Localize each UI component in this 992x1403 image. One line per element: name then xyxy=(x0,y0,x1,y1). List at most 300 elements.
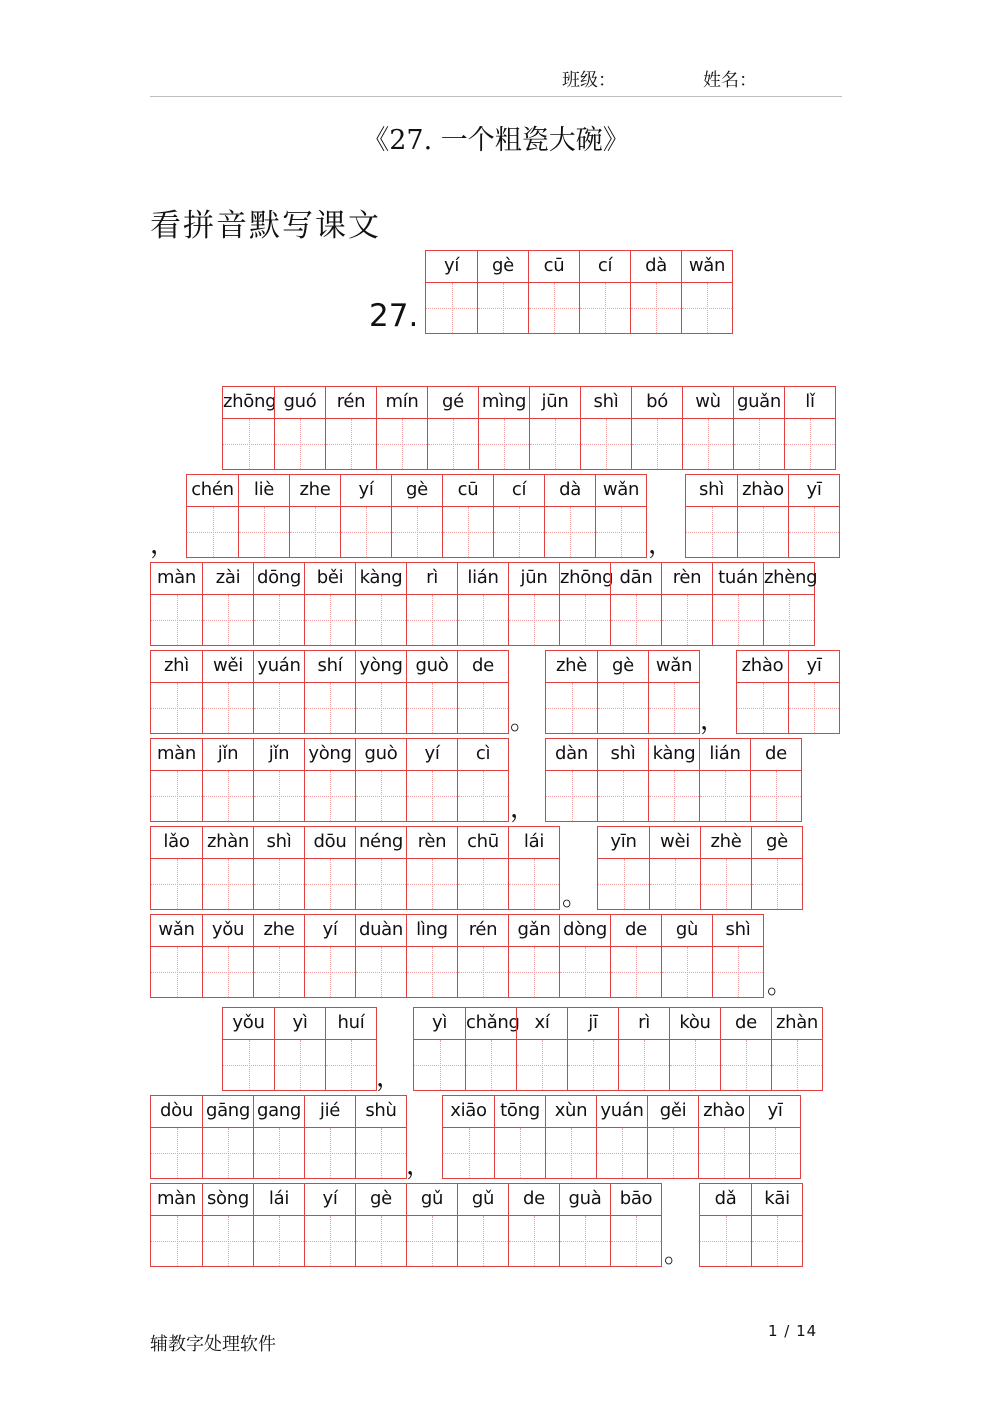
character-cell[interactable] xyxy=(546,739,597,821)
pinyin-label: wèi xyxy=(650,827,700,859)
character-cell[interactable] xyxy=(596,1096,647,1178)
pinyin-label: cì xyxy=(458,739,508,771)
writing-box[interactable] xyxy=(458,1216,508,1266)
writing-box[interactable] xyxy=(683,419,733,469)
writing-box[interactable] xyxy=(682,283,732,333)
pinyin-group-13 xyxy=(150,914,764,998)
character-cell[interactable] xyxy=(682,387,733,469)
character-cell[interactable] xyxy=(788,475,839,557)
writing-box[interactable] xyxy=(764,595,814,645)
character-cell[interactable] xyxy=(686,475,737,557)
pinyin-label: xùn xyxy=(546,1096,596,1128)
character-cell[interactable] xyxy=(304,915,355,997)
character-cell[interactable] xyxy=(202,739,253,821)
character-cell[interactable] xyxy=(579,251,630,333)
writing-box[interactable] xyxy=(611,595,661,645)
character-cell[interactable] xyxy=(788,651,839,733)
character-cell[interactable] xyxy=(426,251,477,333)
writing-box[interactable] xyxy=(598,771,648,821)
character-cell[interactable] xyxy=(406,827,457,909)
character-cell[interactable] xyxy=(712,563,763,645)
writing-box[interactable] xyxy=(254,771,304,821)
writing-box[interactable] xyxy=(275,1040,325,1090)
character-cell[interactable] xyxy=(414,1008,465,1090)
character-cell[interactable] xyxy=(304,651,355,733)
writing-box[interactable] xyxy=(203,683,253,733)
writing-box[interactable] xyxy=(223,419,274,469)
writing-box[interactable] xyxy=(686,507,737,557)
character-cell[interactable] xyxy=(355,827,406,909)
writing-box[interactable] xyxy=(305,947,355,997)
writing-box[interactable] xyxy=(546,771,597,821)
writing-box[interactable] xyxy=(737,683,788,733)
footer-software-name: 辅教字处理软件 xyxy=(150,1334,276,1355)
writing-box[interactable] xyxy=(494,507,544,557)
writing-box[interactable] xyxy=(560,595,610,645)
writing-box[interactable] xyxy=(750,1128,800,1178)
pinyin-label: gǔ xyxy=(458,1184,508,1216)
character-cell[interactable] xyxy=(559,563,614,645)
character-cell[interactable] xyxy=(304,1096,355,1178)
writing-box[interactable] xyxy=(254,1216,304,1266)
writing-box[interactable] xyxy=(239,507,289,557)
character-cell[interactable] xyxy=(151,563,202,645)
character-cell[interactable] xyxy=(700,1184,751,1266)
character-cell[interactable] xyxy=(751,827,802,909)
writing-box[interactable] xyxy=(356,683,406,733)
writing-box[interactable] xyxy=(738,507,788,557)
character-cell[interactable] xyxy=(325,387,376,469)
writing-box[interactable] xyxy=(458,947,508,997)
writing-box[interactable] xyxy=(326,419,376,469)
writing-box[interactable] xyxy=(529,283,579,333)
character-cell[interactable] xyxy=(618,1008,669,1090)
writing-box[interactable] xyxy=(203,859,253,909)
writing-box[interactable] xyxy=(662,595,712,645)
writing-box[interactable] xyxy=(789,683,839,733)
writing-box[interactable] xyxy=(568,1040,618,1090)
pinyin-group-15 xyxy=(413,1007,823,1091)
character-cell[interactable] xyxy=(545,1096,596,1178)
character-cell[interactable] xyxy=(610,563,661,645)
writing-box[interactable] xyxy=(700,771,750,821)
pinyin-label: wǎn xyxy=(151,915,202,947)
writing-box[interactable] xyxy=(377,419,427,469)
writing-box[interactable] xyxy=(254,683,304,733)
writing-box[interactable] xyxy=(517,1040,567,1090)
writing-box[interactable] xyxy=(721,1040,771,1090)
lesson-number: 27. xyxy=(369,298,419,334)
character-cell[interactable] xyxy=(457,651,508,733)
writing-box[interactable] xyxy=(619,1040,669,1090)
writing-box[interactable] xyxy=(598,859,649,909)
writing-box[interactable] xyxy=(478,283,528,333)
pinyin-label: yuán xyxy=(254,651,304,683)
character-cell[interactable] xyxy=(151,827,202,909)
writing-box[interactable] xyxy=(305,1216,355,1266)
character-cell[interactable] xyxy=(355,1184,406,1266)
writing-box[interactable] xyxy=(254,859,304,909)
writing-box[interactable] xyxy=(560,1216,610,1266)
character-cell[interactable] xyxy=(253,915,304,997)
writing-box[interactable] xyxy=(203,947,253,997)
writing-box[interactable] xyxy=(545,507,595,557)
character-cell[interactable] xyxy=(202,827,253,909)
character-cell[interactable] xyxy=(355,651,406,733)
character-cell[interactable] xyxy=(737,651,788,733)
character-cell[interactable] xyxy=(630,251,681,333)
character-cell[interactable] xyxy=(631,387,682,469)
pinyin-group-1 xyxy=(425,250,733,334)
writing-box[interactable] xyxy=(254,1128,304,1178)
character-cell[interactable] xyxy=(751,1184,802,1266)
character-cell[interactable] xyxy=(442,475,493,557)
writing-box[interactable] xyxy=(356,1216,406,1266)
character-cell[interactable] xyxy=(457,739,508,821)
writing-box[interactable] xyxy=(509,947,559,997)
character-cell[interactable] xyxy=(151,1096,202,1178)
character-cell[interactable] xyxy=(493,475,544,557)
writing-box[interactable] xyxy=(611,947,661,997)
writing-box[interactable] xyxy=(254,947,304,997)
writing-box[interactable] xyxy=(407,683,457,733)
character-cell[interactable] xyxy=(648,739,699,821)
writing-box[interactable] xyxy=(509,1216,559,1266)
character-cell[interactable] xyxy=(661,915,712,997)
writing-box[interactable] xyxy=(789,507,839,557)
pinyin-group-6 xyxy=(150,650,509,734)
writing-box[interactable] xyxy=(407,1216,457,1266)
writing-box[interactable] xyxy=(203,595,253,645)
character-cell[interactable] xyxy=(151,915,202,997)
writing-box[interactable] xyxy=(151,947,202,997)
character-cell[interactable] xyxy=(681,251,732,333)
character-cell[interactable] xyxy=(406,563,457,645)
character-cell[interactable] xyxy=(304,563,355,645)
character-cell[interactable] xyxy=(597,651,648,733)
writing-box[interactable] xyxy=(407,859,457,909)
pinyin-label: rén xyxy=(326,387,376,419)
character-cell[interactable] xyxy=(597,739,648,821)
writing-box[interactable] xyxy=(187,507,238,557)
character-cell[interactable] xyxy=(700,827,751,909)
character-cell[interactable] xyxy=(733,387,784,469)
character-cell[interactable] xyxy=(546,651,597,733)
pinyin-label: yì xyxy=(275,1008,325,1040)
writing-box[interactable] xyxy=(458,859,508,909)
character-cell[interactable] xyxy=(649,827,700,909)
writing-box[interactable] xyxy=(458,771,508,821)
pinyin-label: tuán xyxy=(713,563,763,595)
writing-box[interactable] xyxy=(670,1040,720,1090)
writing-box[interactable] xyxy=(597,1128,647,1178)
character-cell[interactable] xyxy=(598,827,649,909)
character-cell[interactable] xyxy=(647,1096,698,1178)
writing-box[interactable] xyxy=(341,507,391,557)
pinyin-label: yī xyxy=(789,475,839,507)
pinyin-label: rén xyxy=(458,915,508,947)
character-cell[interactable] xyxy=(151,1184,202,1266)
character-cell[interactable] xyxy=(771,1008,822,1090)
character-cell[interactable] xyxy=(340,475,391,557)
writing-box[interactable] xyxy=(151,771,202,821)
character-cell[interactable] xyxy=(698,1096,749,1178)
writing-box[interactable] xyxy=(458,683,508,733)
writing-box[interactable] xyxy=(772,1040,822,1090)
writing-box[interactable] xyxy=(734,419,784,469)
character-cell[interactable] xyxy=(304,827,355,909)
writing-box[interactable] xyxy=(785,419,835,469)
writing-box[interactable] xyxy=(632,419,682,469)
character-cell[interactable] xyxy=(355,1096,406,1178)
character-cell[interactable] xyxy=(559,915,610,997)
writing-box[interactable] xyxy=(662,947,712,997)
character-cell[interactable] xyxy=(750,739,801,821)
writing-box[interactable] xyxy=(203,771,253,821)
writing-box[interactable] xyxy=(509,859,559,909)
pinyin-label: gāng xyxy=(203,1096,253,1128)
character-cell[interactable] xyxy=(304,1184,355,1266)
character-cell[interactable] xyxy=(274,387,325,469)
pinyin-label: shí xyxy=(305,651,355,683)
character-cell[interactable] xyxy=(355,563,406,645)
pinyin-label: gang xyxy=(254,1096,304,1128)
character-cell[interactable] xyxy=(202,1096,253,1178)
writing-box[interactable] xyxy=(151,1128,202,1178)
character-cell[interactable] xyxy=(457,827,508,909)
writing-box[interactable] xyxy=(407,947,457,997)
writing-box[interactable] xyxy=(151,859,202,909)
character-cell[interactable] xyxy=(477,251,528,333)
character-cell[interactable] xyxy=(567,1008,618,1090)
character-cell[interactable] xyxy=(544,475,595,557)
period-mark: 。 xyxy=(664,1239,691,1269)
writing-box[interactable] xyxy=(530,419,580,469)
pinyin-label: bāo xyxy=(611,1184,661,1216)
character-cell[interactable] xyxy=(253,739,304,821)
writing-box[interactable] xyxy=(426,283,477,333)
character-cell[interactable] xyxy=(151,651,202,733)
character-cell[interactable] xyxy=(720,1008,771,1090)
character-cell[interactable] xyxy=(253,651,304,733)
pinyin-label: kàng xyxy=(649,739,699,771)
pinyin-label: chū xyxy=(458,827,508,859)
writing-box[interactable] xyxy=(254,595,304,645)
character-cell[interactable] xyxy=(648,651,699,733)
character-cell[interactable] xyxy=(528,251,579,333)
character-cell[interactable] xyxy=(238,475,289,557)
character-cell[interactable] xyxy=(457,563,508,645)
character-cell[interactable] xyxy=(516,1008,567,1090)
writing-box[interactable] xyxy=(203,1216,253,1266)
writing-box[interactable] xyxy=(479,419,529,469)
writing-box[interactable] xyxy=(648,1128,698,1178)
writing-box[interactable] xyxy=(392,507,442,557)
character-cell[interactable] xyxy=(427,387,478,469)
character-cell[interactable] xyxy=(187,475,238,557)
writing-box[interactable] xyxy=(509,595,559,645)
writing-box[interactable] xyxy=(713,595,763,645)
pinyin-label: kāi xyxy=(752,1184,802,1216)
writing-box[interactable] xyxy=(356,1128,406,1178)
pinyin-label: màn xyxy=(151,739,202,771)
writing-box[interactable] xyxy=(203,1128,253,1178)
writing-box[interactable] xyxy=(223,1040,274,1090)
writing-box[interactable] xyxy=(326,1040,376,1090)
pinyin-label: dōu xyxy=(305,827,355,859)
writing-box[interactable] xyxy=(305,683,355,733)
pinyin-label: lái xyxy=(509,827,559,859)
pinyin-label: lǐ xyxy=(785,387,835,419)
writing-box[interactable] xyxy=(596,507,646,557)
writing-box[interactable] xyxy=(305,771,355,821)
character-cell[interactable] xyxy=(559,1184,610,1266)
writing-box[interactable] xyxy=(752,859,802,909)
character-cell[interactable] xyxy=(457,915,508,997)
pinyin-label: lái xyxy=(254,1184,304,1216)
character-cell[interactable] xyxy=(202,651,253,733)
pinyin-label: rì xyxy=(407,563,457,595)
pinyin-label: liè xyxy=(239,475,289,507)
writing-box[interactable] xyxy=(700,1216,751,1266)
pinyin-label: chén xyxy=(187,475,238,507)
writing-box[interactable] xyxy=(650,859,700,909)
writing-box[interactable] xyxy=(407,595,457,645)
writing-box[interactable] xyxy=(356,947,406,997)
writing-box[interactable] xyxy=(649,771,699,821)
writing-box[interactable] xyxy=(751,771,801,821)
pinyin-label: wǎn xyxy=(682,251,732,283)
character-cell[interactable] xyxy=(763,563,818,645)
character-cell[interactable] xyxy=(610,915,661,997)
character-cell[interactable] xyxy=(595,475,646,557)
pinyin-label: yí xyxy=(407,739,457,771)
character-cell[interactable] xyxy=(391,475,442,557)
writing-box[interactable] xyxy=(305,859,355,909)
writing-box[interactable] xyxy=(356,859,406,909)
writing-box[interactable] xyxy=(701,859,751,909)
pinyin-label: kòu xyxy=(670,1008,720,1040)
writing-box[interactable] xyxy=(560,947,610,997)
writing-box[interactable] xyxy=(305,595,355,645)
character-cell[interactable] xyxy=(355,915,406,997)
character-cell[interactable] xyxy=(223,387,277,469)
character-cell[interactable] xyxy=(253,827,304,909)
character-cell[interactable] xyxy=(253,1184,304,1266)
pinyin-label: guó xyxy=(275,387,325,419)
pinyin-label: shì xyxy=(254,827,304,859)
writing-box[interactable] xyxy=(466,1040,516,1090)
pinyin-group-8 xyxy=(736,650,840,734)
writing-box[interactable] xyxy=(305,1128,355,1178)
character-cell[interactable] xyxy=(457,1184,508,1266)
writing-box[interactable] xyxy=(598,683,648,733)
character-cell[interactable] xyxy=(325,1008,376,1090)
character-cell[interactable] xyxy=(661,563,712,645)
character-cell[interactable] xyxy=(508,1184,559,1266)
character-cell[interactable] xyxy=(699,739,750,821)
pinyin-label: cū xyxy=(529,251,579,283)
character-cell[interactable] xyxy=(508,915,559,997)
pinyin-label: yí xyxy=(305,1184,355,1216)
writing-box[interactable] xyxy=(275,419,325,469)
writing-box[interactable] xyxy=(151,683,202,733)
writing-box[interactable] xyxy=(428,419,478,469)
character-cell[interactable] xyxy=(749,1096,800,1178)
character-cell[interactable] xyxy=(406,915,457,997)
character-cell[interactable] xyxy=(580,387,631,469)
character-cell[interactable] xyxy=(289,475,340,557)
writing-box[interactable] xyxy=(580,283,630,333)
writing-box[interactable] xyxy=(752,1216,802,1266)
character-cell[interactable] xyxy=(151,739,202,821)
character-cell[interactable] xyxy=(712,915,763,997)
character-cell[interactable] xyxy=(478,387,529,469)
writing-box[interactable] xyxy=(495,1128,545,1178)
character-cell[interactable] xyxy=(406,651,457,733)
character-cell[interactable] xyxy=(508,827,559,909)
writing-box[interactable] xyxy=(290,507,340,557)
writing-box[interactable] xyxy=(356,595,406,645)
writing-box[interactable] xyxy=(414,1040,465,1090)
character-cell[interactable] xyxy=(304,739,355,821)
character-cell[interactable] xyxy=(406,739,457,821)
character-cell[interactable] xyxy=(669,1008,720,1090)
character-cell[interactable] xyxy=(355,739,406,821)
pinyin-label: yǒu xyxy=(223,1008,274,1040)
writing-box[interactable] xyxy=(443,507,493,557)
pinyin-group-17 xyxy=(442,1095,801,1179)
writing-box[interactable] xyxy=(699,1128,749,1178)
writing-box[interactable] xyxy=(713,947,763,997)
writing-box[interactable] xyxy=(546,1128,596,1178)
character-cell[interactable] xyxy=(737,475,788,557)
writing-box[interactable] xyxy=(151,1216,202,1266)
character-cell[interactable] xyxy=(202,915,253,997)
character-cell[interactable] xyxy=(784,387,835,469)
pinyin-group-2 xyxy=(222,386,836,470)
character-cell[interactable] xyxy=(508,563,559,645)
writing-box[interactable] xyxy=(151,595,202,645)
character-cell[interactable] xyxy=(274,1008,325,1090)
character-cell[interactable] xyxy=(494,1096,545,1178)
writing-box[interactable] xyxy=(649,683,699,733)
character-cell[interactable] xyxy=(253,563,304,645)
writing-box[interactable] xyxy=(407,771,457,821)
writing-box[interactable] xyxy=(443,1128,494,1178)
character-cell[interactable] xyxy=(529,387,580,469)
character-cell[interactable] xyxy=(223,1008,274,1090)
page-title: 《27. 一个粗瓷大碗》 xyxy=(362,125,630,156)
character-cell[interactable] xyxy=(443,1096,494,1178)
writing-box[interactable] xyxy=(458,595,508,645)
character-cell[interactable] xyxy=(465,1008,520,1090)
period-mark: 。 xyxy=(767,970,794,1000)
character-cell[interactable] xyxy=(202,563,253,645)
character-cell[interactable] xyxy=(253,1096,304,1178)
writing-box[interactable] xyxy=(581,419,631,469)
pinyin-label: dà xyxy=(631,251,681,283)
character-cell[interactable] xyxy=(610,1184,661,1266)
writing-box[interactable] xyxy=(356,771,406,821)
pinyin-label: guò xyxy=(407,651,457,683)
writing-box[interactable] xyxy=(611,1216,661,1266)
writing-box[interactable] xyxy=(546,683,597,733)
writing-box[interactable] xyxy=(631,283,681,333)
character-cell[interactable] xyxy=(406,1184,457,1266)
character-cell[interactable] xyxy=(376,387,427,469)
character-cell[interactable] xyxy=(202,1184,253,1266)
